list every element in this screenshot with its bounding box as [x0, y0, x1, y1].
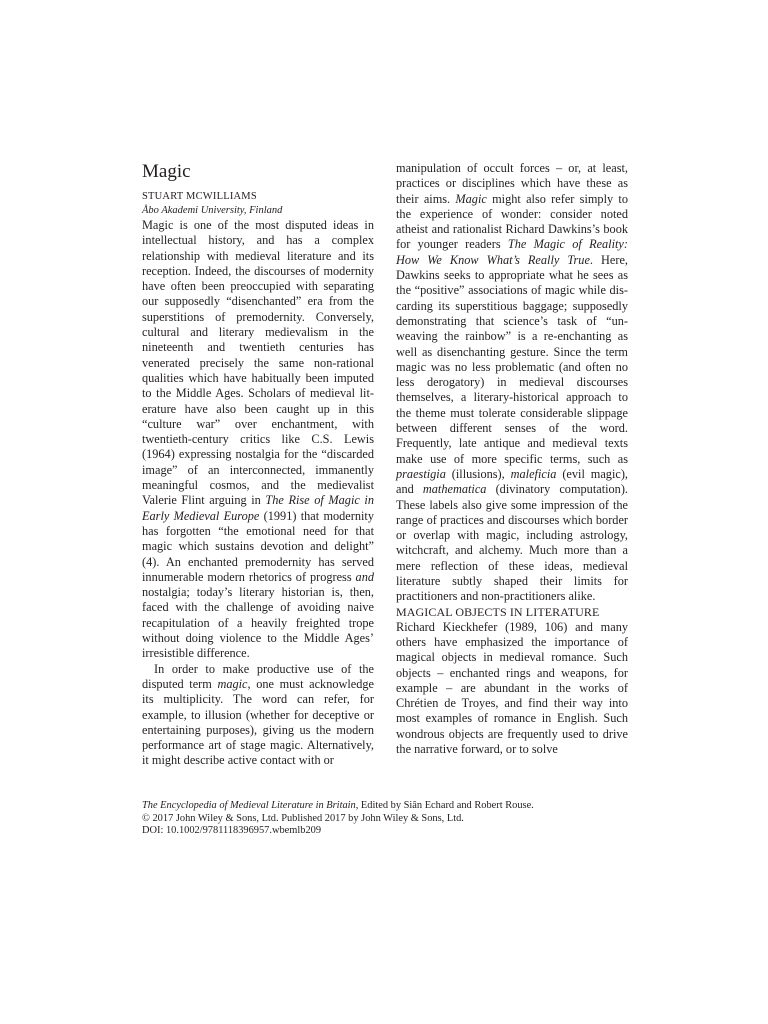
text-run: (1991) that modernity has forgotten “the emotional need for that magic which sustains devotion and delight” (4). An enchanted premodernity has served innumerable modern rhetorics of progress [142, 508, 374, 584]
text-run: (evil magic), and [396, 466, 628, 497]
text-run: In order to make productive use of the disputed term [142, 661, 374, 691]
text-run: (divinatory computation). These labels also give some impression of the range of practices and discourses which border or overlap with magic, including astrology, witchcraft, and alchemy. Much more than a mere reflection of these ideas, medieval literature subtly shaped their limits for practitioners and non-practitioners alike. [396, 482, 628, 604]
text-run: (illusions), [445, 466, 511, 481]
book-title-magic-of-reality: The Magic of Reality: How We Know What’s Really True [396, 237, 628, 267]
footer-doi: DOI: 10.1002/9781118396957.wbemlb209 [142, 825, 322, 837]
body-paragraph-1 [142, 218, 374, 662]
term-magic: magic [217, 676, 248, 691]
footer-book-title: The Encyclopedia of Medieval Literature in Britain [142, 800, 356, 811]
footer-editors: , Edited by Siân Echard and Robert Rouse. [355, 800, 534, 811]
article-title: Magic [142, 161, 191, 182]
text-run: Magic is one of the most disputed ideas in intellectual history, and has a complex relationship with medieval literature and its reception. Indeed, the discourses of modernity have often been preoccupied with separating our supposedly “disenchanted” era from the superstitions of premodernity. Conversely, cultural and literary medievalism in the nineteenth and twentieth centuries has venerated precisely the same non-rational qualities which have habitually been imputed to the Middle Ages. Scholars of medieval literature have also been caught up in this “culture war” over enchantment, with twentieth-century critics like C.S. Lewis (1964) expressing nostalgia for the “discarded image” of an interconnected, immanently meaningful cosmos, and the medievalist Valerie Flint arguing in [142, 218, 374, 508]
text-run: manipulation of occult forces – or, at least, practices or disciplines which have these as their aims. [396, 161, 628, 206]
body-paragraph-3 [396, 161, 628, 605]
emphasis-and: and [355, 569, 374, 584]
term-praestigia: praestigia [396, 466, 446, 481]
body-paragraph-4: Richard Kieckhefer (1989, 106) and many others have emphasized the importance of magical objects in medieval romance. Such objects – enchanted rings and weapons, for example – are abundant in the works of Chrétien de Troyes, and find their way into most examples of romance in English. Such wondrous objects are frequently used to drive the narrative forward, or to solve [396, 619, 628, 756]
text-run: . Here, Dawkins seeks to appropriate what he sees as the “positive” associations of magic while discarding its superstitious baggage; supposedly demonstrating that science’s task of “unweaving the rainbow” is a re-enchanting as well as disenchanting gesture. Since the term magic was no less problematic (and often no less derogatory) in medieval discourses themselves, a literary-historical approach to the theme must tolerate considerable slippage between different senses of the word. Frequently, late antique and medieval texts make use of more specific terms, such as [396, 252, 628, 466]
footer-copyright: © 2017 John Wiley & Sons, Ltd. Published 2017 by John Wiley & Sons, Ltd. [142, 812, 464, 824]
text-run: nostalgia; today’s literary historian is, then, faced with the challenge of avoiding naive recapitulation of a heavily freighted trope without doing violence to the Middle Ages’ irresistible difference. [142, 585, 374, 661]
text-run: might also refer simply to the experience of wonder: consider noted atheist and rationalist Richard Dawkins’s book for younger readers [396, 191, 628, 252]
right-column [396, 161, 628, 757]
section-heading: MAGICAL OBJECTS IN LITERATURE [396, 604, 600, 619]
term-mathematica: mathematica [422, 482, 487, 497]
author-affiliation: Åbo Akademi University, Finland [142, 205, 283, 216]
left-column [142, 160, 374, 769]
body-paragraph-2 [142, 662, 374, 769]
term-maleficia: maleficia [510, 466, 557, 481]
copyright-footer [142, 800, 632, 838]
book-title-rise-of-magic: The Rise of Magic in Early Medieval Europe [142, 493, 374, 523]
term-magic: Magic [455, 191, 487, 206]
author-name: STUART MCWILLIAMS [142, 191, 257, 202]
text-run: , one must acknowledge its multiplicity. The word can refer, for example, to illusion (whether for deceptive or entertaining purposes), giving us the modern performance art of stage magic. Alternatively, it might describe active contact with or [142, 676, 374, 768]
footer-citation [142, 800, 632, 813]
